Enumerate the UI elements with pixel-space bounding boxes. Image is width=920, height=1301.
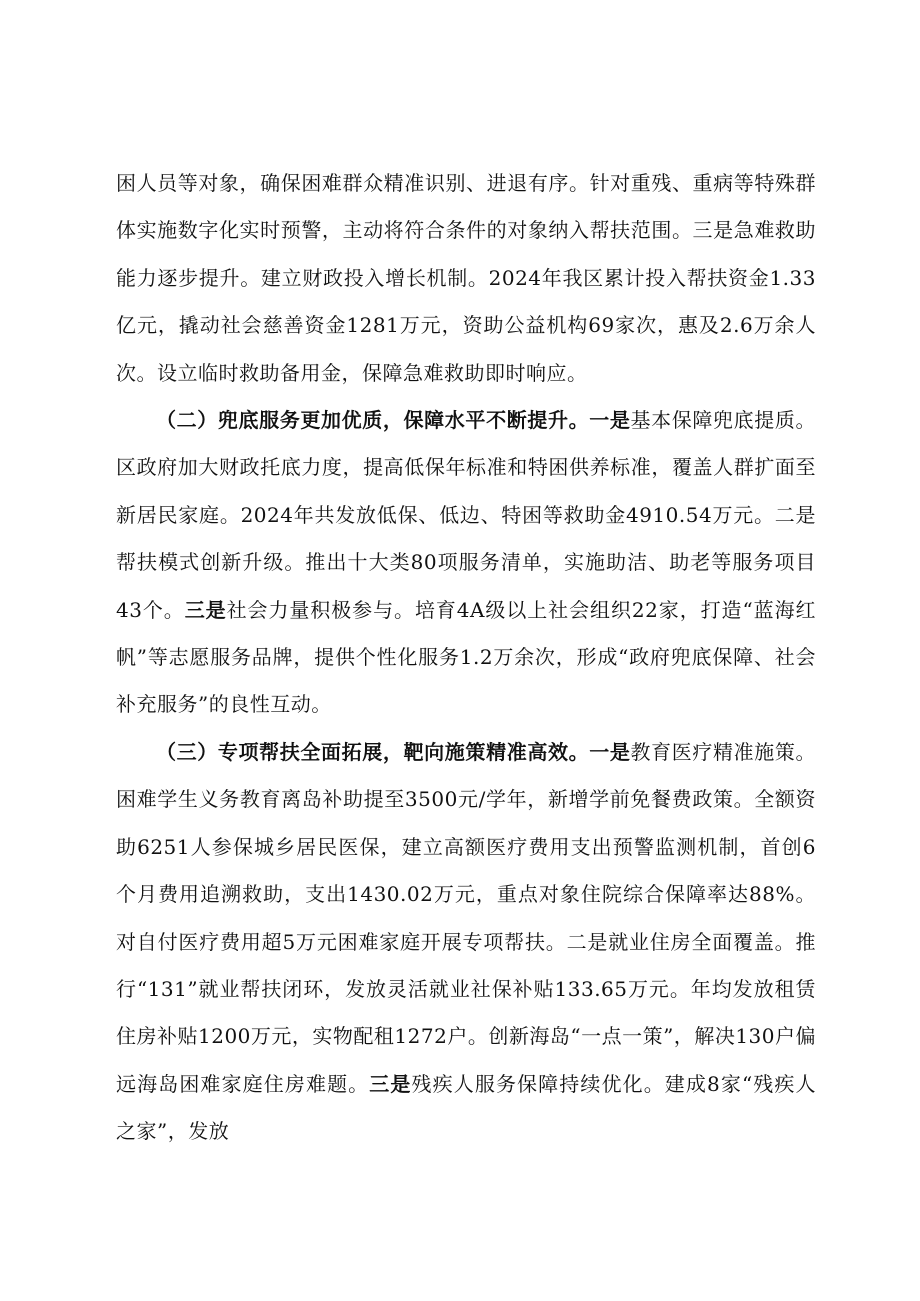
- section-heading: （二）兜底服务更加优质，保障水平不断提升。: [156, 408, 590, 433]
- paragraph-text: 基本保障兜底提质。区政府加大财政托底力度，提高低保年标准和特困供养标准，覆盖人群扩面至新居民家庭。2024年共发放低保、低边、特困等救助金4910.54万元。二是帮扶模式创新升级。推出十大类80项服务清单，实施助洁、助老等服务项目43个。: [116, 408, 817, 622]
- paragraph-text: 残疾人服务保障持续优化。建成8家“残疾人之家”，发放: [116, 1071, 817, 1144]
- paragraph-text: 困人员等对象，确保困难群众精准识别、进退有序。针对重残、重病等特殊群体实施数字化实时预警，主动将符合条件的对象纳入帮扶范围。三是急难救助能力逐步提升。建立财政投入增长机制。2024年我区累计投入帮扶资金1.33亿元，撬动社会慈善资金1281万元，资助公益机构69家次，惠及2.6万余人次。设立临时救助备用金，保障急难救助即时响应。: [116, 171, 816, 385]
- point-marker: 一是: [589, 739, 631, 764]
- point-marker: 三是: [184, 597, 227, 622]
- paragraph-text: 教育医疗精准施策。困难学生义务教育离岛补助提至3500元/学年，新增学前免餐费政策。全额资助6251人参保城乡居民医保，建立高额医疗费用支出预警监测机制，首创6个月费用追溯救助，支出1430.02万元，重点对象住院综合保障率达88%。对自付医疗费用超5万元困难家庭开展专项帮扶。二是就业住房全面覆盖。推行“131”就业帮扶闭环，发放灵活就业社保补贴133.65万元。年均发放租赁住房补贴1200万元，实物配租1272户。创新海岛“一点一策”，解决130户偏远海岛困难家庭住房难题。: [116, 739, 817, 1096]
- document-body: [116, 160, 816, 1156]
- paragraph-safety-net-services: [116, 397, 816, 729]
- paragraph-special-assistance: [116, 729, 816, 1156]
- paragraph-text: 社会力量积极参与。培育4A级以上社会组织22家，打造“蓝海红帆”等志愿服务品牌，提供个性化服务1.2万余次，形成“政府兜底保障、社会补充服务”的良性互动。: [116, 597, 816, 717]
- section-heading: （三）专项帮扶全面拓展，靶向施策精准高效。: [156, 739, 590, 764]
- point-marker: 一是: [589, 408, 631, 433]
- point-marker: 三是: [369, 1071, 412, 1096]
- paragraph-continuation: [116, 160, 816, 397]
